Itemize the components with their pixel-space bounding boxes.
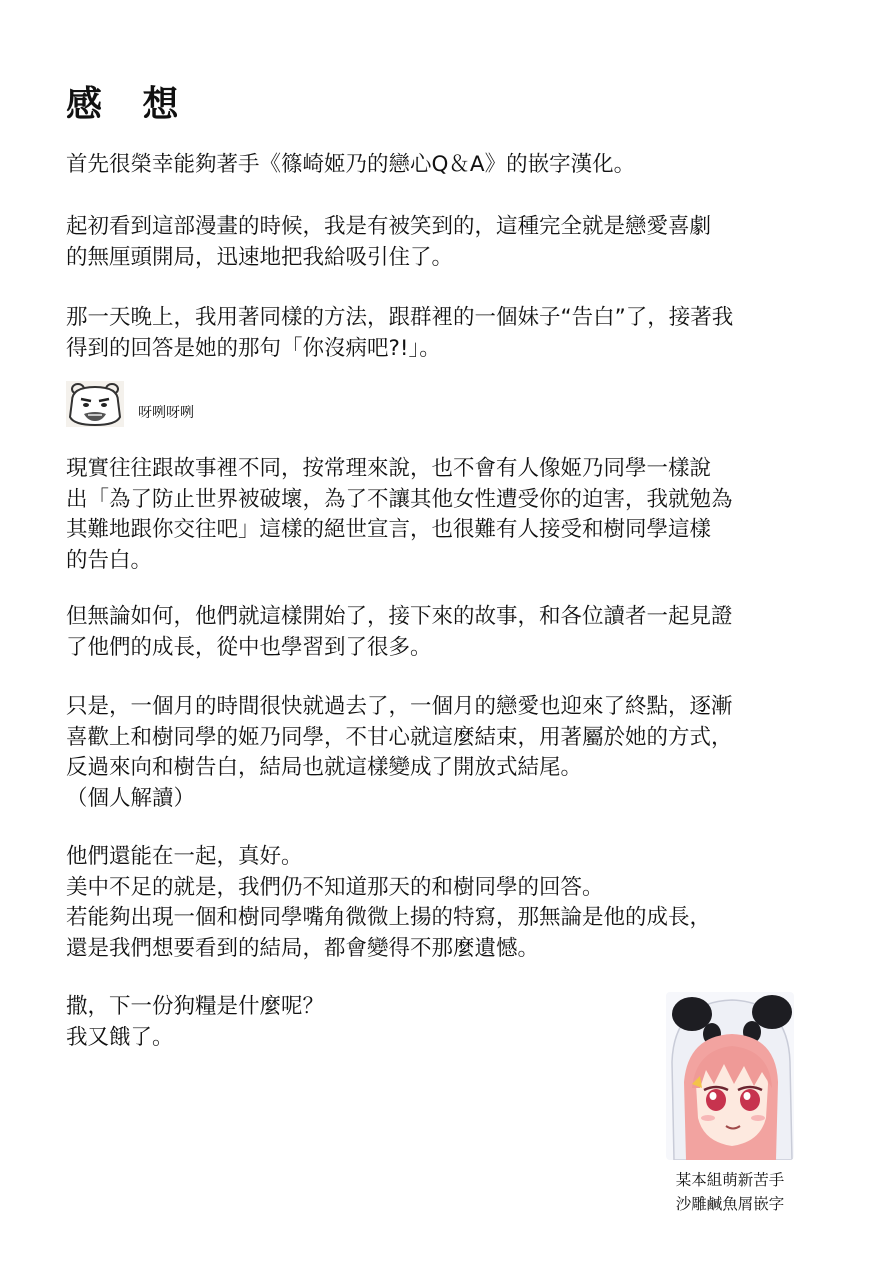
text-line: 反過來向和樹告白，結局也就這樣變成了開放式結尾。 bbox=[66, 755, 583, 780]
text-line: 撒，下一份狗糧是什麼呢？ bbox=[66, 994, 325, 1019]
text-line: （個人解讀） bbox=[66, 785, 196, 811]
text-line: 但無論如何，他們就這樣開始了，接下來的故事，和各位讀者一起見證 bbox=[66, 604, 733, 629]
translator-credits bbox=[630, 1168, 830, 1216]
text-line: 其難地跟你交往吧」這樣的絕世宣言，也很難有人接受和樹同學這樣 bbox=[66, 517, 712, 542]
pink-haired-girl-in-panda-hood-icon bbox=[666, 992, 794, 1160]
text-line: 了他們的成長，從中也學習到了很多。 bbox=[66, 634, 432, 660]
text-line: 還是我們想要看到的結局，都會變得不那麼遺憾。 bbox=[66, 935, 540, 961]
credit-line: 某本組萌新苦手 bbox=[675, 1171, 785, 1189]
text-line: 出「為了防止世界被破壞，為了不讓其他女性遭受你的迫害，我就勉為 bbox=[66, 486, 733, 512]
credit-line: 沙雕鹹魚屑嵌字 bbox=[675, 1195, 785, 1213]
text-line: 的告白。 bbox=[66, 547, 153, 573]
text-line: 只是，一個月的時間很快就過去了，一個月的戀愛也迎來了終點，逐漸 bbox=[66, 694, 733, 719]
sticker-caption: 呀咧呀咧 bbox=[138, 405, 194, 421]
text-line: 得到的回答是她的那句「你沒病吧?!」。 bbox=[66, 335, 441, 361]
paragraph-wish bbox=[66, 842, 826, 964]
paragraph-first-impression bbox=[66, 212, 826, 273]
text-line: 現實往往跟故事裡不同，按常理來說，也不會有人像姬乃同學一樣說 bbox=[66, 456, 712, 481]
paragraph-growth bbox=[66, 602, 826, 663]
text-line: 的無厘頭開局，迅速地把我給吸引住了。 bbox=[66, 244, 454, 270]
paragraph-reality bbox=[66, 454, 826, 576]
text-line: 他們還能在一起，真好。 bbox=[66, 844, 303, 869]
paragraph-intro bbox=[66, 150, 826, 181]
page-title: 感 想 bbox=[66, 84, 193, 125]
paragraph-ending bbox=[66, 692, 826, 814]
portrait-image bbox=[666, 992, 794, 1160]
text-line: 首先很榮幸能夠著手《篠崎姬乃的戀心Q＆A》的嵌字漢化。 bbox=[66, 152, 636, 177]
text-line: 起初看到這部漫畫的時候，我是有被笑到的，這種完全就是戀愛喜劇 bbox=[66, 214, 712, 239]
text-line: 喜歡上和樹同學的姬乃同學，不甘心就這麼結束，用著屬於她的方式， bbox=[66, 724, 733, 750]
text-line: 若能夠出現一個和樹同學嘴角微微上揚的特寫，那無論是他的成長， bbox=[66, 905, 712, 930]
text-line: 美中不足的就是，我們仍不知道那天的和樹同學的回答。 bbox=[66, 874, 604, 900]
paragraph-confession-story bbox=[66, 303, 826, 364]
sticker-row bbox=[66, 380, 194, 428]
panda-meme-face-icon bbox=[66, 381, 124, 427]
text-line: 那一天晚上，我用著同樣的方法，跟群裡的一個妹子“告白”了，接著我 bbox=[66, 305, 734, 330]
text-line: 我又餓了。 bbox=[66, 1024, 174, 1050]
